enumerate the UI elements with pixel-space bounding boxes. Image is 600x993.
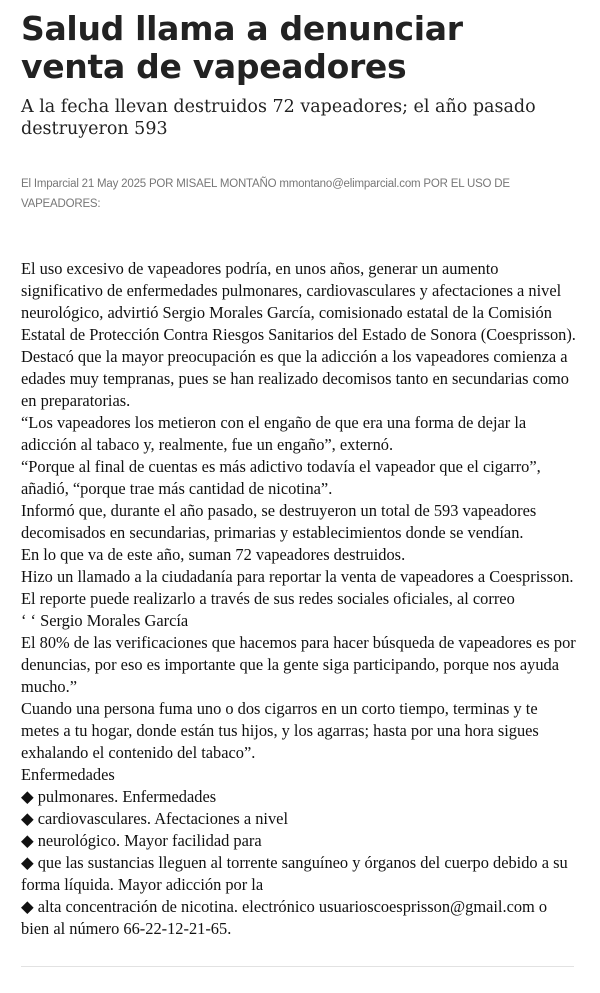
byline: El Imparcial 21 May 2025 POR MISAEL MONTAÑO mmontano@elimparcial.com POR EL USO DE VAPEADORES:: [21, 178, 510, 210]
article: [21, 10, 577, 940]
paragraph: Cuando una persona fuma uno o dos cigarros en un corto tiempo, terminas y te metes a tu hogar, donde están tus hijos, y los agarras; hasta por una hora sigues exhalando el contenido del tabaco”.: [21, 699, 539, 762]
list-item: ◆ alta concentración de nicotina. electrónico usuarioscoesprisson@gmail.com o bien al número 66-22-12-21-65.: [21, 897, 548, 938]
paragraph: Hizo un llamado a la ciudadanía para reportar la venta de vapeadores a Coesprisson.: [21, 567, 574, 586]
list-item: ◆ neurológico. Mayor facilidad para: [21, 831, 262, 850]
paragraph: Destacó que la mayor preocupación es que la adicción a los vapeadores comienza a edades muy tempranas, pues se han realizado decomisos tanto en secundarias como en preparatorias.: [21, 347, 569, 410]
paragraph: “Porque al final de cuentas es más adictivo todavía el vapeador que el cigarro”, añadió, “porque trae más cantidad de nicotina”.: [21, 457, 541, 498]
subheadline: A la fecha llevan destruidos 72 vapeadores; el año pasado destruyeron 593: [21, 97, 536, 139]
paragraph: El uso excesivo de vapeadores podría, en unos años, generar un aumento significativo de enfermedades pulmonares, cardiovasculares y afectaciones a nivel neurológico, advirtió Sergio Morales García, comisionado estatal de la Comisión Estatal de Protección Contra Riesgos Sanitarios del Estado de Sonora (Coesprisson).: [21, 259, 576, 344]
paragraph: Informó que, durante el año pasado, se destruyeron un total de 593 vapeadores decomisados en secundarias, primarias y establecimientos donde se vendían.: [21, 501, 537, 542]
paragraph: ‘ ‘ Sergio Morales García: [21, 611, 189, 630]
paragraph: En lo que va de este año, suman 72 vapeadores destruidos.: [21, 545, 406, 564]
headline: Salud llama a denunciar venta de vapeadores: [21, 9, 463, 86]
paragraph: Enfermedades: [21, 765, 115, 784]
list-item: ◆ pulmonares. Enfermedades: [21, 787, 217, 806]
list-item: ◆ cardiovasculares. Afectaciones a nivel: [21, 809, 288, 828]
article-body: [21, 258, 577, 940]
paragraph: El 80% de las verificaciones que hacemos para hacer búsqueda de vapeadores es por denuncias, por eso es importante que la gente siga participando, porque nos ayuda mucho.”: [21, 633, 576, 696]
paragraph: El reporte puede realizarlo a través de sus redes sociales oficiales, al correo: [21, 589, 515, 608]
list-item: ◆ que las sustancias lleguen al torrente sanguíneo y órganos del cuerpo debido a su forma líquida. Mayor adicción por la: [21, 853, 568, 894]
paragraph: “Los vapeadores los metieron con el engaño de que era una forma de dejar la adicción al tabaco y, realmente, fue un engaño”, externó.: [21, 413, 527, 454]
divider: [21, 966, 574, 967]
